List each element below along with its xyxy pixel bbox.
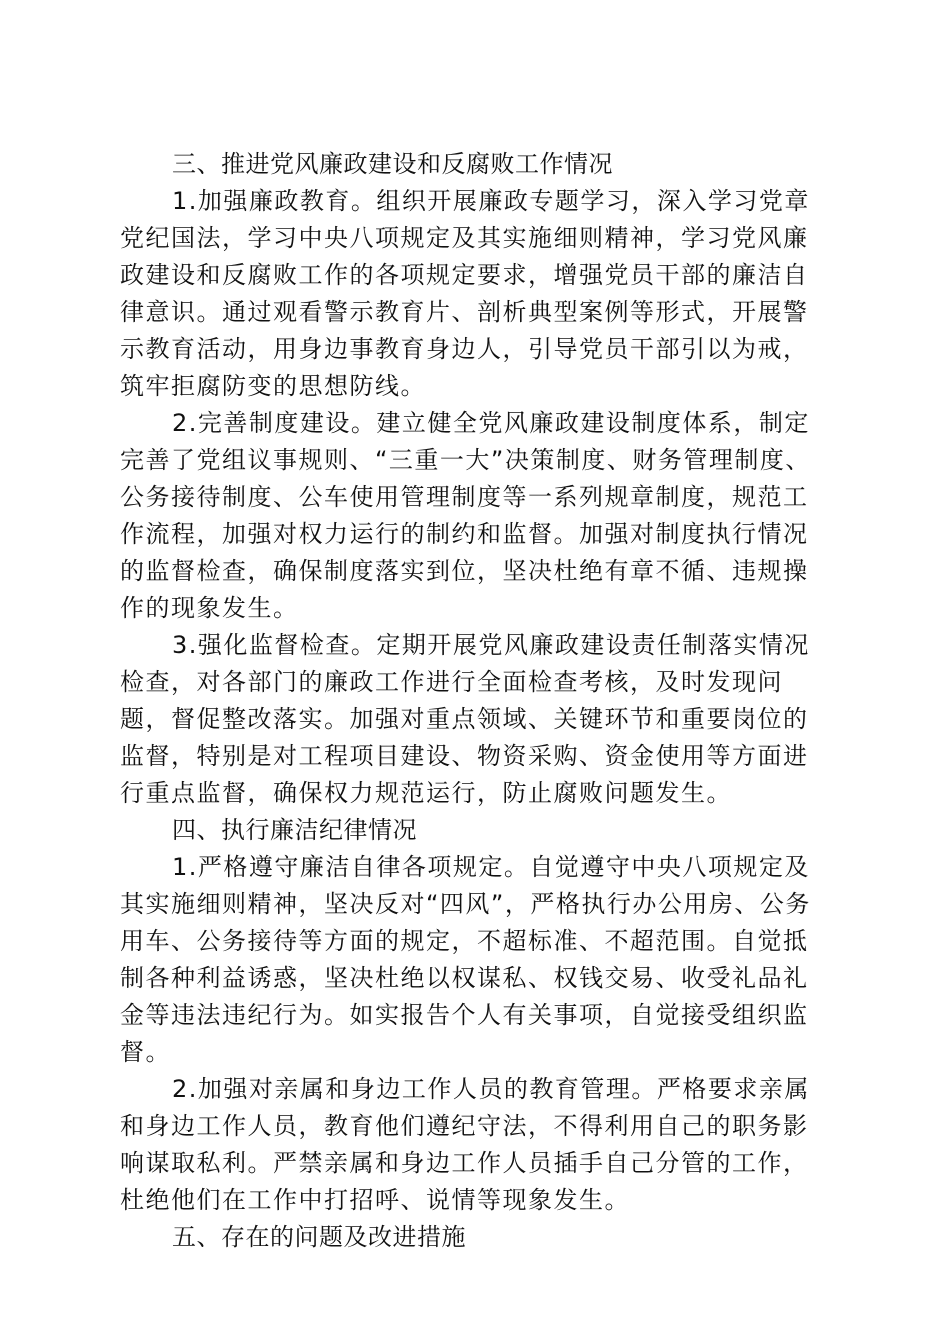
paragraph: [120, 405, 825, 627]
paragraph-lead: 3.强化监督检查。: [172, 631, 377, 659]
paragraph: [120, 849, 825, 1071]
section-heading: 三、推进党风廉政建设和反腐败工作情况: [172, 150, 613, 178]
document-page: [120, 146, 825, 1256]
paragraph-lead: 1.加强廉政教育。: [172, 187, 377, 215]
section-5: [120, 1219, 825, 1256]
paragraph: [120, 627, 825, 812]
section-3: [120, 146, 825, 812]
section-4: [120, 812, 825, 1219]
paragraph-body: 严格要求亲属和身边工作人员，教育他们遵纪守法，不得利用自己的职务影响谋取私利。严禁亲属和身边工作人员插手自己分管的工作，杜绝他们在工作中打招呼、说情等现象发生。: [120, 1075, 810, 1214]
section-heading: 五、存在的问题及改进措施: [172, 1223, 466, 1251]
paragraph-body: 建立健全党风廉政建设制度体系，制定完善了党组议事规则、“三重一大”决策制度、财务管理制度、公务接待制度、公车使用管理制度等一系列规章制度，规范工作流程，加强对权力运行的制约和监督。加强对制度执行情况的监督检查，确保制度落实到位，坚决杜绝有章不循、违规操作的现象发生。: [120, 409, 811, 622]
paragraph-lead: 1.严格遵守廉洁自律各项规定。: [172, 853, 530, 881]
section-heading: 四、执行廉洁纪律情况: [172, 816, 417, 844]
paragraph-lead: 2.加强对亲属和身边工作人员的教育管理。: [172, 1075, 657, 1103]
paragraph: [120, 183, 825, 405]
paragraph-body: 定期开展党风廉政建设责任制落实情况检查，对各部门的廉政工作进行全面检查考核，及时发现问题，督促整改落实。加强对重点领域、关键环节和重要岗位的监督，特别是对工程项目建设、物资采购、资金使用等方面进行重点监督，确保权力规范运行，防止腐败问题发生。: [120, 631, 810, 807]
paragraph-body: 自觉遵守中央八项规定及其实施细则精神，坚决反对“四风”，严格执行办公用房、公务用车、公务接待等方面的规定，不超标准、不超范围。自觉抵制各种利益诱惑，坚决杜绝以权谋私、权钱交易、收受礼品礼金等违法违纪行为。如实报告个人有关事项，自觉接受组织监督。: [120, 853, 811, 1066]
paragraph: [120, 1071, 825, 1219]
paragraph-lead: 2.完善制度建设。: [172, 409, 377, 437]
paragraph-body: 组织开展廉政专题学习，深入学习党章党纪国法，学习中央八项规定及其实施细则精神，学习党风廉政建设和反腐败工作的各项规定要求，增强党员干部的廉洁自律意识。通过观看警示教育片、剖析典型案例等形式，开展警示教育活动，用身边事教育身边人，引导党员干部引以为戒，筑牢拒腐防变的思想防线。: [120, 187, 810, 400]
